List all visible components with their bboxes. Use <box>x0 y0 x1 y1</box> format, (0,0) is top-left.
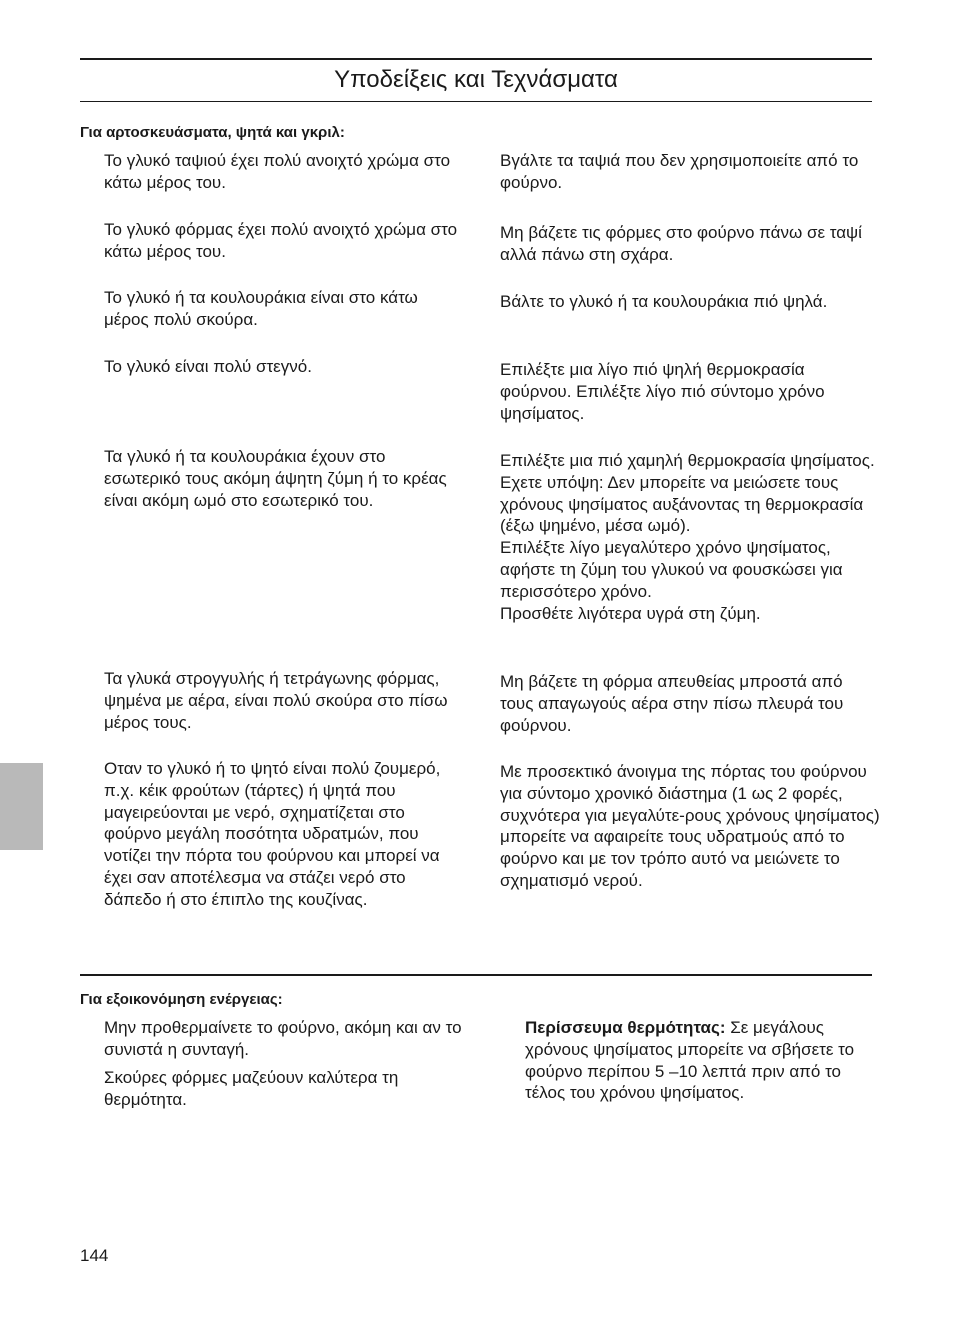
chapter-tab-marker <box>0 763 43 850</box>
problem-text: Το γλυκό είναι πολύ στεγνό. <box>104 357 312 376</box>
problem-text: Το γλυκό φόρμας έχει πολύ ανοιχτό χρώμα στο κάτω μέρος του. <box>104 220 458 261</box>
solution-text: Επιλέξτε μια πιό χαμηλή θερμοκρασία ψησίματος. Εχετε υπόψη: Δεν μπορείτε να μειώσετε τους χρόνους ψησίματος αυξάνοντας τη θερμοκρασία (έξω ψημένο, μέσα ωμό). Επιλέξτε λίγο μεγαλύτερο χρόνο ψησίματος, αφήστε τη ζύμη του γλυκού να φουσκώσει για περισσότερο χρόνο. Προσθέτε λιγότερα υγρά στη ζύμη. <box>500 451 875 623</box>
problem-text: Το γλυκό ή τα κουλουράκια είναι στο κάτω μέρος πολύ σκούρα. <box>104 288 418 329</box>
problem-text: Οταν το γλυκό ή το ψητό είναι πολύ ζουμερό, π.χ. κέικ φρούτων (τάρτες) ή ψητά που μαγειρεύονται με νερό, σχηματίζεται στο φούρνο μεγάλη ποσότητα υδρατμών, που νοτίζει την πόρτα του φούρνου και μπορεί να έχει σαν αποτέλεσμα να στάζει νερό στο δάπεδο ή στο έπιπλο της κουζίνας. <box>104 759 441 909</box>
residual-heat-tip <box>525 1017 880 1104</box>
problem-text: Το γλυκό ταψιού έχει πολύ ανοιχτό χρώμα στο κάτω μέρος του. <box>104 151 451 192</box>
solution-text: Βάλτε το γλυκό ή τα κουλουράκια πιό ψηλά. <box>500 292 828 311</box>
solution-text: Με προσεκτικό άνοιγμα της πόρτας του φούρνου για σύντομο χρονικό διάστημα (1 ως 2 φορές, συχνότερα για μεγαλύτε-ρους χρόνους ψησίματος) μπορείτε να αφαιρείτε τους υδρατμούς από το φούρνο και με τον τρόπο αυτό να μειώνετε το σχηματισμό νερού. <box>500 762 880 890</box>
title-rule-top <box>80 58 872 60</box>
problem-text: Τα γλυκά στρογγυλής ή τετράγωνης φόρμας, ψημένα με αέρα, είναι πολύ σκούρα στο πίσω μέρος τους. <box>104 669 448 732</box>
problem-text: Τα γλυκό ή τα κουλουράκια έχουν στο εσωτερικό τους ακόμη άψητη ζύμη ή το κρέας είναι ακόμη ωμό στο εσωτερικό του. <box>104 447 447 510</box>
solution-text: Μη βάζετε τις φόρμες στο φούρνο πάνω σε ταψί αλλά πάνω στη σχάρα. <box>500 223 862 264</box>
section-heading-energy: Για εξοικονόμηση ενέργειας: <box>80 991 283 1008</box>
title-rule-bottom <box>80 101 872 102</box>
page-number: 144 <box>80 1246 109 1265</box>
solution-text: Βγάλτε τα ταψιά που δεν χρησιμοποιείτε από το φούρνο. <box>500 151 859 192</box>
page-title: Υποδείξεις και Τεχνάσματα <box>334 66 618 93</box>
residual-heat-label: Περίσσευμα θερμότητας: <box>525 1018 726 1037</box>
solution-text: Μη βάζετε τη φόρμα απευθείας μπροστά από τους απαγωγούς αέρα στην πίσω πλευρά του φούρνου. <box>500 672 844 735</box>
residual-heat-text: Σε μεγάλους χρόνους ψησίματος μπορείτε να σβήσετε το φούρνο περίπου 5 –10 λεπτά πριν από το τέλος του χρόνου ψησίματος. <box>525 1018 855 1103</box>
solution-text: Επιλέξτε μια λίγο πιό ψηλή θερμοκρασία φούρνου. Επιλέξτε λίγο πιό σύντομο χρόνο ψησίματος. <box>500 360 825 423</box>
energy-tip: Μην προθερμαίνετε το φούρνο, ακόμη και αν το συνιστά η συνταγή. <box>104 1018 462 1059</box>
energy-tip: Σκούρες φόρμες μαζεύουν καλύτερα τη θερμότητα. <box>104 1068 399 1109</box>
section-divider <box>80 974 872 976</box>
section-heading-baking: Για αρτοσκευάσματα, ψητά και γκριλ: <box>80 124 345 141</box>
